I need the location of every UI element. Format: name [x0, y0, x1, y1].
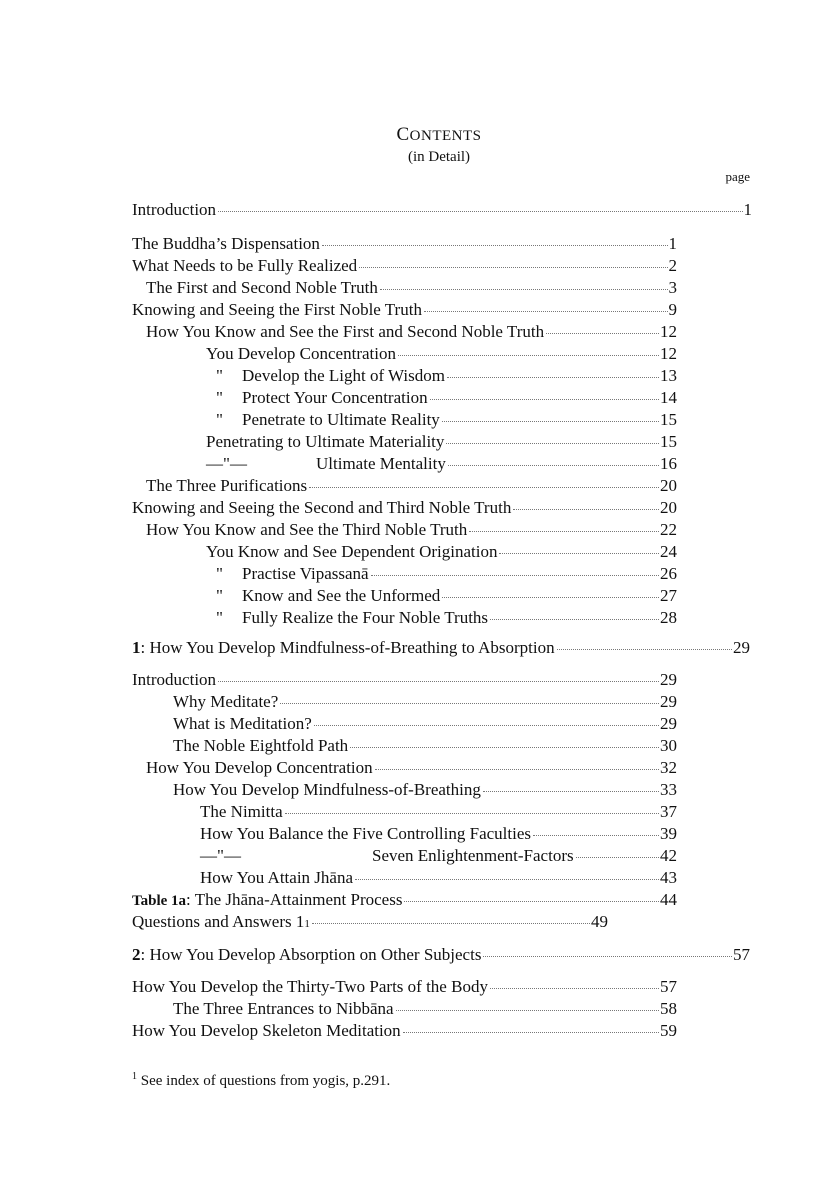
toc-table-entry[interactable]: Table 1a : The Jhāna-Attainment Process 44 — [132, 890, 677, 909]
toc-entry[interactable]: Knowing and Seeing the First Noble Truth 9 — [132, 300, 677, 319]
toc-entry[interactable]: Penetrating to Ultimate Materiality 15 — [206, 432, 677, 451]
toc-entry[interactable]: Introduction 29 — [132, 670, 677, 689]
page-subtitle: (in Detail) — [407, 149, 471, 165]
toc-entry[interactable]: How You Develop Skeleton Meditation 59 — [132, 1021, 677, 1040]
toc-entry[interactable]: " Fully Realize the Four Noble Truths 28 — [216, 608, 677, 627]
toc-entry[interactable]: —"— Ultimate Mentality 16 — [206, 454, 677, 473]
toc-entry[interactable]: Why Meditate? 29 — [173, 692, 677, 711]
toc-entry[interactable]: Questions and Answers 1 1 49 — [132, 912, 608, 931]
page-title: CONTENTS — [396, 124, 482, 145]
toc-entry[interactable]: —"— Seven Enlightenment-Factors 42 — [200, 846, 677, 865]
toc-entry[interactable]: How You Know and See the First and Second Noble Truth 12 — [146, 322, 677, 341]
toc-entry[interactable]: " Penetrate to Ultimate Reality 15 — [216, 410, 677, 429]
toc-entry[interactable]: The First and Second Noble Truth 3 — [146, 278, 677, 297]
footnote: $^1$ See index of questions from yogis, p.291. — [132, 1071, 391, 1089]
toc-entry[interactable]: " Practise Vipassanā 26 — [216, 564, 677, 583]
toc-entry[interactable]: " Know and See the Unformed 27 — [216, 586, 677, 605]
toc-entry[interactable]: What Needs to be Fully Realized 2 — [132, 256, 677, 275]
toc-entry[interactable]: The Nimitta 37 — [200, 802, 677, 821]
toc-entry[interactable]: How You Attain Jhāna 43 — [200, 868, 677, 887]
toc-entry[interactable]: The Noble Eightfold Path 30 — [173, 736, 677, 755]
toc-entry[interactable]: The Three Entrances to Nibbāna 58 — [173, 999, 677, 1018]
toc-entry[interactable]: " Develop the Light of Wisdom 13 — [216, 366, 677, 385]
toc-entry[interactable]: How You Develop the Thirty-Two Parts of the Body 57 — [132, 977, 677, 996]
toc-entry[interactable]: " Protect Your Concentration 14 — [216, 388, 677, 407]
table-of-contents — [132, 200, 752, 1043]
toc-entry[interactable]: You Know and See Dependent Origination 24 — [206, 542, 677, 561]
page-column-label: page — [725, 169, 750, 184]
toc-entry[interactable]: You Develop Concentration 12 — [206, 344, 677, 363]
toc-entry[interactable]: The Three Purifications 20 — [146, 476, 677, 495]
toc-chapter-entry[interactable]: 1 : How You Develop Mindfulness-of-Breathing to Absorption 29 — [132, 638, 750, 657]
toc-entry[interactable]: What is Meditation? 29 — [173, 714, 677, 733]
toc-entry[interactable]: How You Balance the Five Controlling Faculties 39 — [200, 824, 677, 843]
toc-chapter-entry[interactable]: 2 : How You Develop Absorption on Other Subjects 57 — [132, 945, 750, 964]
toc-entry[interactable]: Introduction 1 — [132, 200, 752, 219]
toc-entry[interactable]: How You Develop Concentration 32 — [146, 758, 677, 777]
toc-entry[interactable]: Knowing and Seeing the Second and Third Noble Truth 20 — [132, 498, 677, 517]
toc-entry[interactable]: How You Know and See the Third Noble Truth 22 — [146, 520, 677, 539]
toc-entry[interactable]: How You Develop Mindfulness-of-Breathing 33 — [173, 780, 677, 799]
toc-entry[interactable]: The Buddha’s Dispensation 1 — [132, 234, 677, 253]
